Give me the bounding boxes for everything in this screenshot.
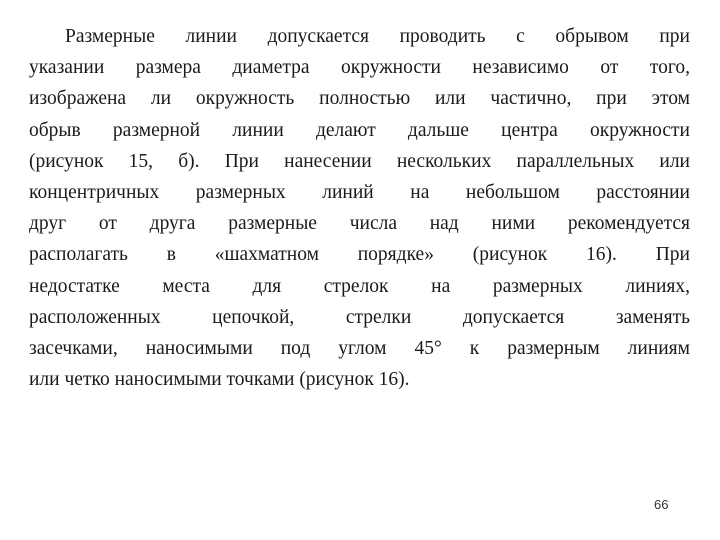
paragraph-line: друг от друга размерные числа над ними рекомендуется (29, 213, 690, 235)
paragraph-line: недостатке места для стрелок на размерных линиях, (29, 275, 690, 297)
paragraph-line: обрыв размерной линии делают дальше центра окружности (29, 119, 690, 141)
paragraph-line: располагать в «шахматном порядке» (рисунок 16). При (29, 244, 690, 266)
paragraph-line: засечками, наносимыми под углом 45° к размерным линиям (29, 338, 690, 360)
paragraph-line: изображена ли окружность полностью или частично, при этом (29, 88, 690, 110)
paragraph-line: расположенных цепочкой, стрелки допускается заменять (29, 306, 690, 328)
body-paragraph (29, 21, 690, 395)
paragraph-line: указании размера диаметра окружности независимо от того, (29, 57, 690, 79)
paragraph-line: (рисунок 15, б). При нанесении нескольких параллельных или (29, 150, 690, 172)
page-number: 66 (654, 497, 669, 512)
paragraph-line: Размерные линии допускается проводить с обрывом при (65, 26, 690, 47)
paragraph-line: или четко наносимыми точками (рисунок 16). (29, 369, 410, 391)
paragraph-line: концентричных размерных линий на небольшом расстоянии (29, 182, 690, 204)
